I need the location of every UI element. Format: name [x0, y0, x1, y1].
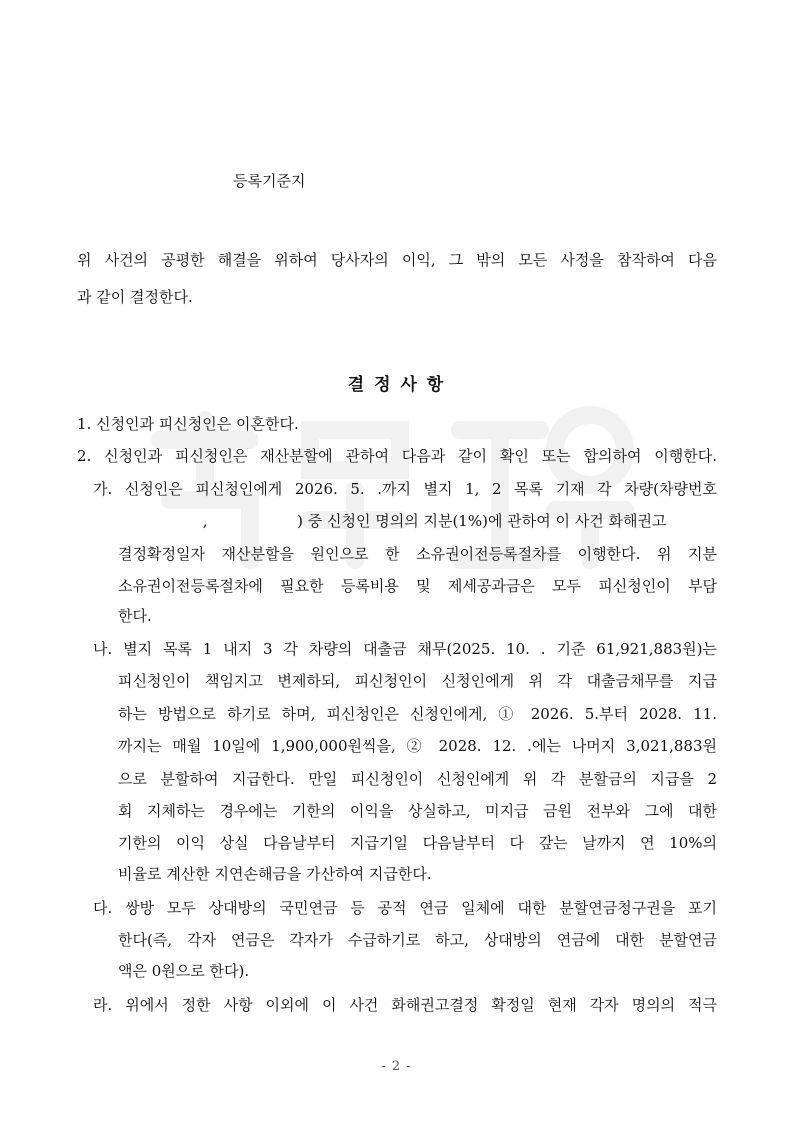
page-number: - 2 -	[381, 1059, 412, 1074]
sub-item-ga-line-3: 결정확정일자 재산분할을 원인으로 한 소유권이전등록절차를 이행한다. 위 지분	[118, 545, 717, 563]
registered-domicile-label: 등록기준지	[233, 172, 306, 190]
section-title: 결 정 사 항	[347, 375, 446, 395]
sub-item-na-line-8: 비율로 계산한 지연손해금을 가산하여 지급한다.	[118, 865, 432, 883]
sub-item-da-line-3: 액은 0원으로 한다).	[118, 962, 250, 980]
sub-item-na-line-3: 하는 방법으로 하기로 하며, 피신청인은 신청인에게, ① 2026. 5.부터 2028. 11.	[118, 705, 717, 723]
sub-item-na-line-7: 기한의 이익 상실 다음날부터 지급기일 다음날부터 다 갚는 날까지 연 10%의	[118, 834, 717, 852]
sub-item-ra-line-1: 라. 위에서 정한 사항 이외에 이 사건 화해권고결정 확정일 현재 각자 명의의 적극	[93, 996, 717, 1014]
sub-item-na-line-5: 으로 분할하여 지급한다. 만일 피신청인이 신청인에게 위 각 분할금의 지급을 2	[118, 770, 717, 788]
intro-line-1: 위 사건의 공평한 해결을 위하여 당사자의 이익, 그 밖의 모든 사정을 참작하여 다음	[77, 251, 717, 269]
sub-item-ga-line-1: 가. 신청인은 피신청인에게 2026. 5. .까지 별지 1, 2 목록 기재 각 차량(차량번호	[93, 480, 717, 498]
redacted-vehicle-number-2	[212, 515, 292, 529]
redacted-vehicle-number-1	[118, 515, 198, 529]
item-1: 1. 신청인과 피신청인은 이혼한다.	[77, 415, 299, 433]
sub-item-ga-line-2	[118, 511, 717, 533]
sub-item-da-line-1: 다. 쌍방 모두 상대방의 국민연금 등 공적 연금 일체에 대한 분할연금청구권을 포기	[93, 899, 717, 917]
item-2: 2. 신청인과 피신청인은 재산분할에 관하여 다음과 같이 확인 또는 합의하여 이행한다.	[77, 447, 717, 465]
vehicle-number-separator: ,	[202, 512, 208, 530]
sub-item-ga-line-2-text: ) 중 신청인 명의의 지분(1%)에 관하여 이 사건 화해권고	[297, 512, 667, 530]
sub-item-na-line-1: 나. 별지 목록 1 내지 3 각 차량의 대출금 채무(2025. 10. . 기준 61,921,883원)는	[93, 640, 717, 658]
sub-item-na-line-6: 회 지체하는 경우에는 기한의 이익을 상실하고, 미지급 금원 전부와 그에 대한	[118, 802, 717, 820]
intro-line-2: 과 같이 결정한다.	[77, 288, 193, 306]
sub-item-ga-line-4: 소유권이전등록절차에 필요한 등록비용 및 제세공과금은 모두 피신청인이 부담	[118, 577, 717, 595]
sub-item-da-line-2: 한다(즉, 각자 연금은 각자가 수급하기로 하고, 상대방의 연금에 대한 분할연금	[118, 931, 717, 949]
sub-item-ga-line-5: 한다.	[118, 607, 152, 625]
sub-item-na-line-4: 까지는 매월 10일에 1,900,000원씩을, ② 2028. 12. .에는 나머지 3,021,883원	[118, 737, 717, 755]
sub-item-na-line-2: 피신청인이 책임지고 변제하되, 피신청인이 신청인에게 위 각 대출금채무를 지급	[118, 672, 717, 690]
